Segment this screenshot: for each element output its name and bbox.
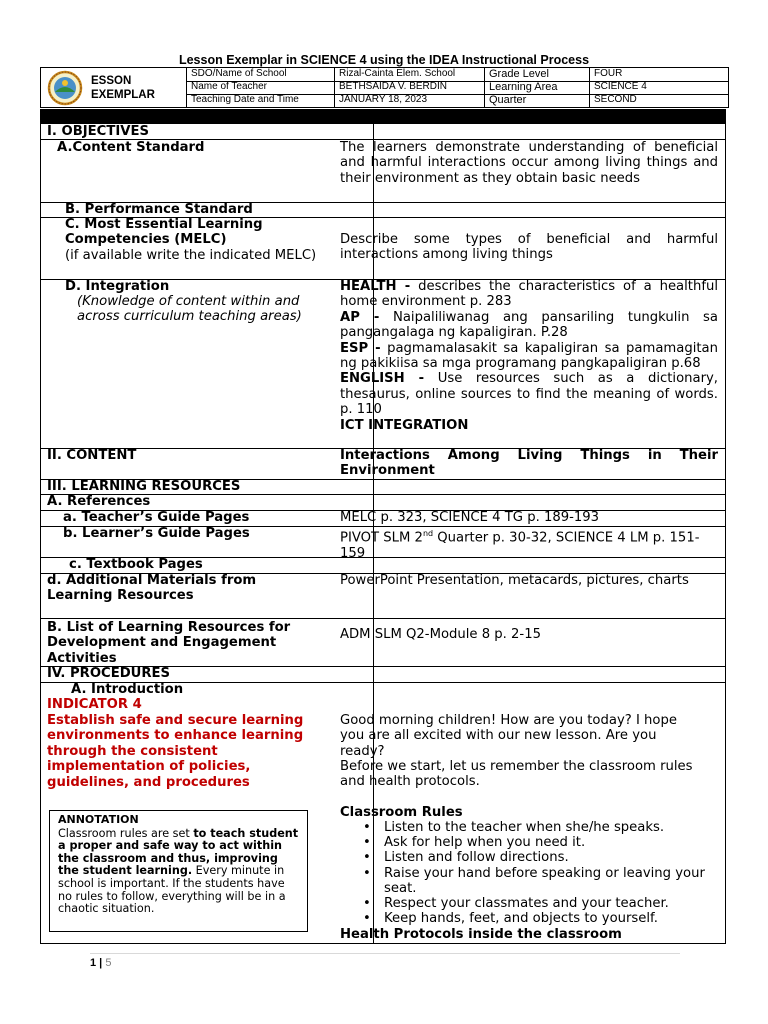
header-bar bbox=[40, 109, 726, 123]
integration-label: D. Integration bbox=[65, 279, 170, 294]
list-item: • Keep hands, feet, and objects to yourself. bbox=[384, 911, 720, 926]
additional-value: PowerPoint Presentation, metacards, pictures, charts bbox=[340, 573, 689, 588]
rules-heading: Classroom Rules bbox=[340, 805, 463, 820]
annotation-box bbox=[49, 810, 308, 932]
tg-label: a. Teacher’s Guide Pages bbox=[63, 510, 250, 525]
page-footer bbox=[90, 957, 111, 969]
footer-divider bbox=[90, 953, 680, 954]
list-item: • Raise your hand before speaking or leaving your seat. bbox=[384, 866, 720, 896]
school-value: Rizal-Cainta Elem. School bbox=[334, 68, 484, 81]
rules-list bbox=[340, 820, 720, 926]
tg-value: MELC p. 323, SCIENCE 4 TG p. 189-193 bbox=[340, 510, 600, 525]
teacher-label: Name of Teacher bbox=[186, 81, 334, 94]
integration-health: HEALTH - describes the characteristics of a healthful home environment p. 283 bbox=[340, 279, 718, 310]
melc-label: C. Most Essential Learning Competencies (MELC) bbox=[65, 217, 263, 248]
integration-esp: ESP - pagmamalasakit sa kapaligiran sa pamamagitan ng pakikiisa sa mga programang pangkapaligiran p.68 bbox=[340, 340, 718, 372]
list-item: • Listen and follow directions. bbox=[384, 850, 720, 865]
greeting-text: Good morning children! How are you today? I hope you are all excited with our new lesson. Are you ready? bbox=[340, 713, 677, 759]
teacher-value: BETHSAIDA V. BERDIN bbox=[334, 81, 484, 94]
quarter-value: SECOND bbox=[589, 94, 728, 107]
quarter-label: Quarter bbox=[484, 94, 589, 107]
resources-heading: III. LEARNING RESOURCES bbox=[47, 479, 241, 494]
performance-standard-label: B. Performance Standard bbox=[65, 202, 253, 217]
list-resources-value: ADM SLM Q2-Module 8 p. 2-15 bbox=[340, 627, 541, 642]
content-standard-label: A.Content Standard bbox=[57, 140, 205, 155]
footer-separator: | bbox=[96, 957, 106, 969]
page-number: 1 bbox=[90, 957, 97, 969]
content-standard-text: The learners demonstrate understanding of beneficial and harmful interactions occur among living things and their environment as they obtain basic needs bbox=[340, 140, 718, 186]
learning-area-value: SCIENCE 4 bbox=[589, 81, 728, 94]
ict-integration: ICT INTEGRATION bbox=[340, 417, 469, 433]
introduction-label: A. Introduction bbox=[71, 682, 184, 697]
indicator-text: Establish safe and secure learning environments to enhance learning through the consistent implementation of policies, guidelines, and procedures bbox=[47, 713, 304, 790]
health-protocols-heading: Health Protocols inside the classroom bbox=[340, 927, 622, 942]
additional-label: d. Additional Materials from Learning Resources bbox=[47, 573, 257, 604]
content-heading: II. CONTENT bbox=[47, 448, 137, 463]
date-value: JANUARY 18, 2023 bbox=[334, 94, 484, 107]
logo-text: ESSON EXEMPLAR bbox=[91, 75, 155, 101]
grade-level-label: Grade Level bbox=[484, 68, 589, 81]
school-label: SDO/Name of School bbox=[186, 68, 334, 81]
deped-logo-icon bbox=[44, 70, 86, 106]
list-resources-label: B. List of Learning Resources for Development and Engagement Activities bbox=[47, 620, 291, 666]
list-item: • Ask for help when you need it. bbox=[384, 835, 720, 850]
procedures-heading: IV. PROCEDURES bbox=[47, 666, 171, 681]
indicator-label: INDICATOR 4 bbox=[47, 697, 142, 712]
divider bbox=[41, 618, 725, 619]
references-label: A. References bbox=[47, 494, 151, 509]
integration-ap: AP - Naipaliliwanag ang pansariling tungkulin sa pangangalaga ng kapaligiran. P.28 bbox=[340, 309, 718, 341]
lg-value: PIVOT SLM 2nd Quarter p. 30-32, SCIENCE 4 LM p. 151-159 bbox=[340, 529, 700, 561]
melc-text: Describe some types of beneficial and harmful interactions among living things bbox=[340, 232, 718, 263]
lg-label: b. Learner’s Guide Pages bbox=[63, 526, 250, 541]
annotation-heading: ANNOTATION bbox=[58, 813, 139, 826]
lesson-plan-table bbox=[40, 123, 726, 944]
before-start-text: Before we start, let us remember the classroom rules and health protocols. bbox=[340, 759, 693, 790]
melc-note: (if available write the indicated MELC) bbox=[65, 248, 317, 263]
integration-note: (Knowledge of content within and across curriculum teaching areas) bbox=[77, 294, 302, 325]
integration-english: ENGLISH - Use resources such as a dictionary, thesaurus, online sources to find the meaning of words. p. 110 bbox=[340, 371, 718, 418]
list-item: • Respect your classmates and your teacher. bbox=[384, 896, 720, 911]
date-label: Teaching Date and Time bbox=[186, 94, 334, 107]
content-text: Interactions Among Living Things in Their Environment bbox=[340, 448, 718, 479]
grade-level-value: FOUR bbox=[589, 68, 728, 81]
textbook-label: c. Textbook Pages bbox=[69, 557, 203, 572]
list-item: • Listen to the teacher when she/he speaks. bbox=[384, 820, 720, 835]
integration-list bbox=[340, 279, 718, 433]
learning-area-label: Learning Area bbox=[484, 81, 589, 94]
divider bbox=[186, 81, 728, 82]
header-info-table bbox=[40, 67, 729, 108]
page-total: 5 bbox=[105, 957, 112, 969]
divider bbox=[186, 94, 728, 95]
objectives-heading: I. OBJECTIVES bbox=[47, 124, 149, 139]
document-title: Lesson Exemplar in SCIENCE 4 using the IDEA Instructional Process bbox=[178, 53, 590, 67]
annotation-text: Classroom rules are set to teach student a proper and safe way to act within the classroom and thus, improving the student learning. Every minute in school is important. If the students have no rules to follow, everything will be in a chaotic situation. bbox=[58, 826, 299, 916]
